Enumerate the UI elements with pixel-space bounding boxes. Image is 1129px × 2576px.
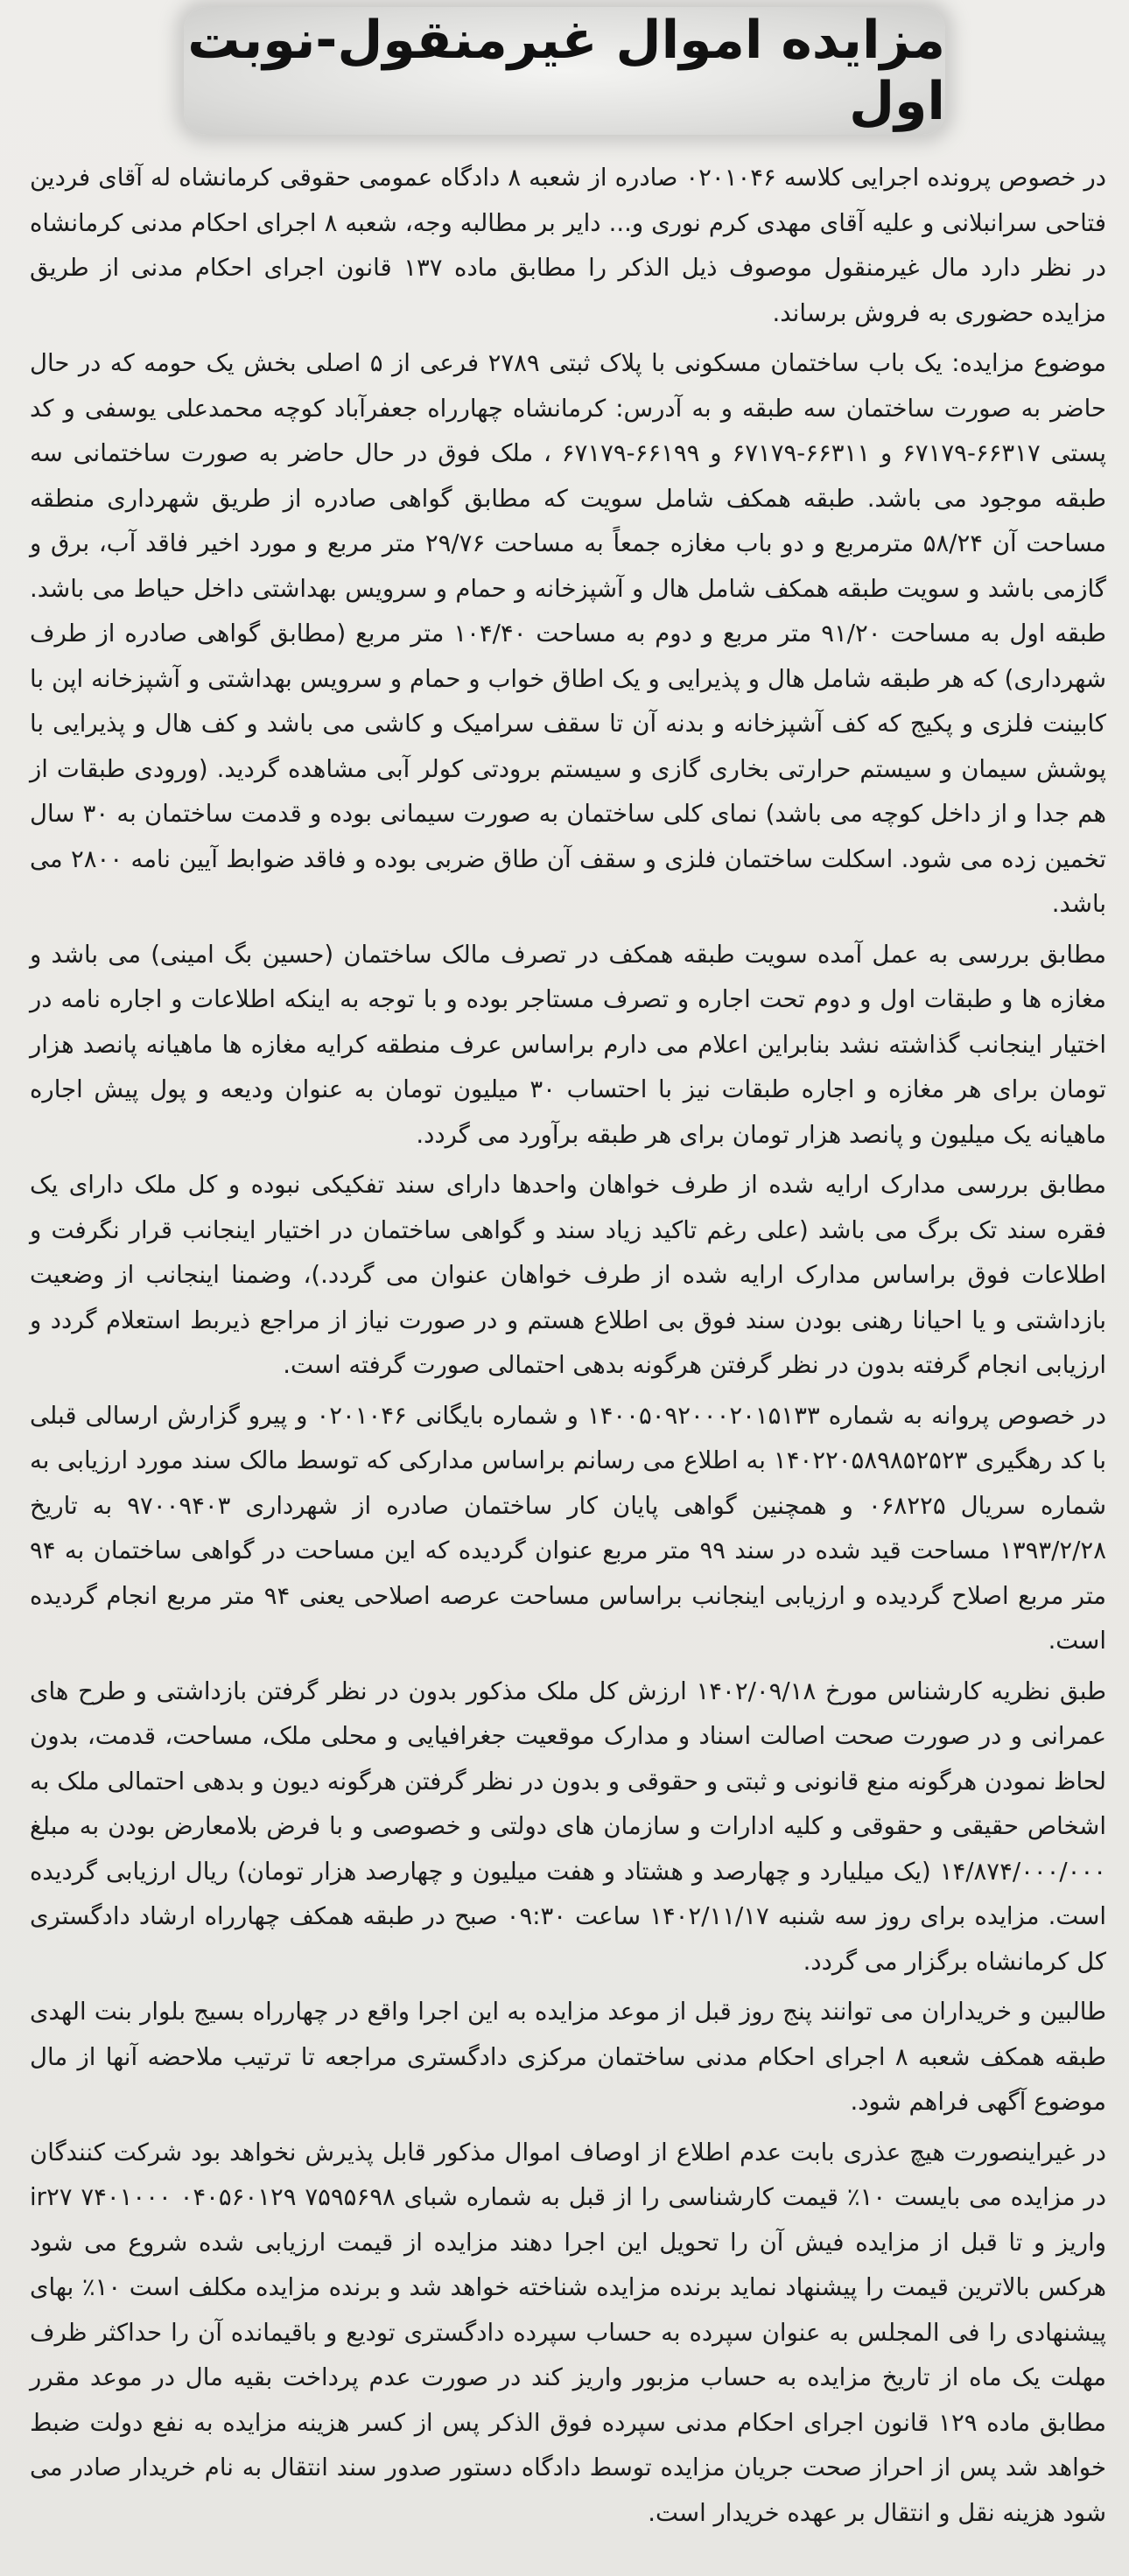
notice-body [30, 156, 1106, 2541]
page-title: مزایده اموال غیرمنقول-نوبت اول [187, 10, 945, 132]
paragraph-case: در خصوص پرونده اجرایی کلاسه ۰۲۰۱۰۴۶ صادره از شعبه ۸ دادگاه عمومی حقوقی کرمانشاه له آقای فردین فتاحی سرانبلانی و علیه آقای مهدی کرم نوری و... دایر بر مطالبه وجه، شعبه ۸ اجرای احکام مدنی کرمانشاه در نظر دارد مال غیرمنقول موصوف ذیل الذکر را مطابق ماده ۱۳۷ قانون اجرای احکام مدنی از طریق مزایده حضوری به فروش برساند. [30, 164, 1106, 327]
paragraph-documents: مطابق بررسی مدارک ارایه شده از طرف خواهان واحدها دارای سند تفکیکی نبوده و کل ملک دارای یک فقره سند تک برگ می باشد (علی رغم تاکید زیاد سند و گواهی ساختمان در اختیار اینجانب قرار نگرفت و اطلاعات فوق براساس مدارک ارایه شده از طرف خواهان عنوان می گردد.)، وضمنا اینجانب از وضعیت بازداشتی و یا احیانا رهنی بودن سند فوق بی اطلاع هستم و در صورت نیاز از مراجع ذیربط استعلام گردد و ارزیابی انجام گرفته بدون در نظر گرفتن هرگونه بدهی احتمالی صورت گرفته است. [30, 1171, 1106, 1379]
title-banner [184, 7, 945, 135]
paragraph-valuation: طبق نظریه کارشناس مورخ ۱۴۰۲/۰۹/۱۸ ارزش کل ملک مذکور بدون در نظر گرفتن بازداشتی و طرح های عمرانی و در صورت صحت اصالت اسناد و مدارک موقعیت جغرافیایی و محلی ملک، مساحت، قدمت، بدون لحاظ نمودن هرگونه منع قانونی و ثبتی و حقوقی و بدون در نظر گرفتن هرگونه دیون و بدهی احتمالی ملک به اشخاص حقیقی و حقوقی و کلیه ادارات و سازمان های دولتی و خصوصی و با فرض بلامعارض بودن به مبلغ ۱۴/۸۷۴/۰۰۰/۰۰۰ (یک میلیارد و چهارصد و هشتاد و هفت میلیون و چهارصد هزار تومان) ریال ارزیابی گردیده است. مزایده برای روز سه شنبه ۱۴۰۲/۱۱/۱۷ ساعت ۰۹:۳۰ صبح در طبقه همکف چهارراه ارشاد دادگستری کل کرمانشاه برگزار می گردد. [30, 1676, 1106, 1976]
paragraph-subject: موضوع مزایده: یک باب ساختمان مسکونی با پلاک ثبتی ۲۷۸۹ فرعی از ۵ اصلی بخش یک حومه که در حال حاضر به صورت ساختمان سه طبقه و به آدرس: کرمانشاه چهارراه جعفرآباد کوچه محمدعلی یوسفی و کد پستی ۶۶۳۱۷-۶۷۱۷۹ و ۶۶۳۱۱-۶۷۱۷۹ و ۶۶۱۹۹-۶۷۱۷۹ ، ملک فوق در حال حاضر به صورت ساختمانی سه طبقه موجود می باشد. طبقه همکف شامل سویت که مطابق گواهی صادره از طریق شهرداری منطقه مساحت آن ۵۸/۲۴ مترمربع و دو باب مغازه جمعاً به مساحت ۲۹/۷۶ متر مربع و مورد اخیر فاقد آب، برق و گازمی باشد و سویت طبقه همکف شامل هال و آشپزخانه و حمام و سرویس بهداشتی داخل حیاط می باشد. طبقه اول به مساحت ۹۱/۲۰ متر مربع و دوم به مساحت ۱۰۴/۴۰ متر مربع (مطابق گواهی صادره از طرف شهرداری) که هر طبقه شامل هال و پذیرایی و یک اطاق خواب و حمام و سرویس بهداشتی و آشپزخانه اپن با کابینت فلزی و پکیج که کف آشپزخانه و بدنه آن تا سقف سرامیک و کاشی می باشد و کف هال و پذیرایی با پوشش سیمان و سیستم حرارتی بخاری گازی و سیستم برودتی کولر آبی مشاهده گردید. (ورودی طبقات از هم جدا و از داخل کوچه می باشد) نمای کلی ساختمان به صورت سیمانی بوده و قدمت ساختمان به ۳۰ سال تخمین زده می شود. اسکلت ساختمان فلزی و سقف آن طاق ضربی بوده و فاقد ضوابط آیین نامه ۲۸۰۰ می باشد. [30, 349, 1107, 918]
paragraph-occupancy: مطابق بررسی به عمل آمده سویت طبقه همکف در تصرف مالک ساختمان (حسین بگ امینی) می باشد و مغازه ها و طبقات اول و دوم تحت اجاره و تصرف مستاجر بوده و با توجه به اینکه اطلاعات و اجاره نامه در اختیار اینجانب گذاشته نشد بنابراین اعلام می دارم براساس عرف منطقه کرایه مغازه ها ماهیانه پانصد هزار تومان برای هر مغازه و اجاره طبقات نیز با احتساب ۳۰ میلیون تومان به عنوان ودیعه و پول پیش اجاره ماهیانه یک میلیون و پانصد هزار تومان برای هر طبقه برآورد می گردد. [30, 940, 1106, 1149]
paragraph-visit: طالبین و خریداران می توانند پنج روز قبل از موعد مزایده به این اجرا واقع در چهارراه بسیج بلوار بنت الهدی طبقه همکف شعبه ۸ اجرای احکام مدنی ساختمان مرکزی دادگستری مراجعه تا ترتیب ملاحضه آنها از مال موضوع آگهی فراهم شود. [30, 1998, 1106, 2116]
paragraph-terms: در غیراینصورت هیچ عذری بابت عدم اطلاع از اوصاف اموال مذکور قابل پذیرش نخواهد بود شرکت کنندگان در مزایده می بایست ۱۰٪ قیمت کارشناسی را از قبل به شماره شبای ۷۵۹۵۶۹۸ ۰۴۰۵۶۰۱۲۹ ۷۴۰۱۰۰۰ ir۲۷ واریز و تا قبل از مزایده فیش آن را تحویل این اجرا دهند مزایده از قیمت ارزیابی شده شروع می شود هرکس بالاترین قیمت را پیشنهاد نماید برنده مزایده شناخته خواهد شد و برنده مزایده مکلف است ۱۰٪ بهای پیشنهادی را فی المجلس به عنوان سپرده به حساب سپرده دادگستری تودیع و باقیمانده آن را حداکثر ظرف مهلت یک ماه از تاریخ مزایده به حساب مزبور واریز کند در صورت عدم پرداخت بقیه مال در موعد مقرر مطابق ماده ۱۲۹ قانون اجرای احکام مدنی سپرده فوق الذکر پس از کسر هزینه مزایده به نفع دولت ضبط خواهد شد پس از احراز صحت جریان مزایده توسط دادگاه دستور صدور سند انتقال به نام خریدار صادر می شود هزینه نقل و انتقال بر عهده خریدار است. [30, 2138, 1106, 2527]
paragraph-permit: در خصوص پروانه به شماره ۱۴۰۰۵۰۹۲۰۰۰۲۰۱۵۱۳۳ و شماره بایگانی ۰۲۰۱۰۴۶ و پیرو گزارش ارسالی قبلی با کد رهگیری ۱۴۰۲۲۰۵۸۹۸۵۲۵۲۳ به اطلاع می رسانم براساس مدارکی که توسط مالک سند مورد ارزیابی به شماره سریال ۰۶۸۲۲۵ و همچنین گواهی پایان کار ساختمان صادره از شهرداری ۹۷۰۰۹۴۰۳ به تاریخ ۱۳۹۳/۲/۲۸ مساحت قید شده در سند ۹۹ متر مربع عنوان گردیده که این مساحت در گواهی ساختمان به ۹۴ متر مربع اصلاح گردیده و ارزیابی اینجانب براساس مساحت عرصه اصلاحی یعنی ۹۴ متر مربع انجام گردیده است. [30, 1401, 1106, 1655]
